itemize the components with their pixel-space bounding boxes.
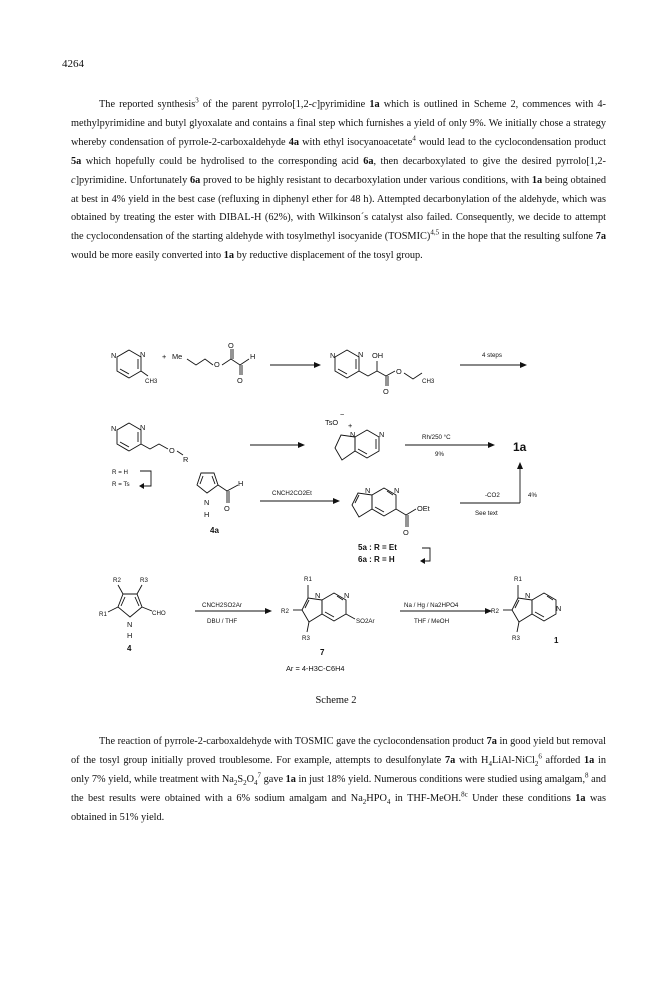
svg-text:4 steps: 4 steps <box>482 352 502 359</box>
svg-text:N: N <box>140 423 146 432</box>
svg-text:O: O <box>224 504 230 513</box>
scheme-drawing <box>99 341 600 690</box>
svg-text:N: N <box>111 351 117 360</box>
bicyclic-pyrimidinium-salt <box>325 410 384 460</box>
svg-text:N: N <box>365 486 371 495</box>
svg-text:N: N <box>315 591 321 600</box>
pyrrole-aldehyde-4a <box>197 473 243 535</box>
svg-text:1: 1 <box>554 636 559 645</box>
svg-text:N: N <box>556 604 562 613</box>
svg-text:N: N <box>330 351 336 360</box>
svg-text:4: 4 <box>127 644 132 653</box>
arrow-rh <box>405 434 495 458</box>
svg-text:9%: 9% <box>435 451 444 458</box>
svg-text:O: O <box>383 387 389 396</box>
svg-text:R3: R3 <box>302 635 310 642</box>
svg-text:R = H: R = H <box>112 469 128 476</box>
svg-text:N: N <box>140 350 146 359</box>
svg-text:R3: R3 <box>140 577 148 584</box>
svg-text:R1: R1 <box>514 576 522 583</box>
pyrimidine-alkyl-ether <box>111 423 188 464</box>
svg-text:−: − <box>340 410 345 419</box>
svg-text:H: H <box>250 352 256 361</box>
svg-text:CHO: CHO <box>152 610 166 617</box>
pyrrolopyrimidine-ester-5a <box>352 486 430 564</box>
svg-text:O: O <box>169 446 175 455</box>
svg-text:6a : R = H: 6a : R = H <box>358 555 395 564</box>
svg-text:See text: See text <box>475 510 498 517</box>
sulfone-7 <box>281 576 375 673</box>
svg-text:Na / Hg / Na2HPO4: Na / Hg / Na2HPO4 <box>404 602 459 609</box>
svg-text:CH3: CH3 <box>422 378 435 385</box>
scheme-caption: Scheme 2 <box>315 695 357 706</box>
page-number: 4264 <box>62 58 84 70</box>
svg-text:R2: R2 <box>113 577 121 584</box>
svg-text:O: O <box>228 341 234 350</box>
svg-text:N: N <box>111 424 117 433</box>
svg-text:H: H <box>127 631 133 640</box>
svg-text:Ar = 4-H3C-C6H4: Ar = 4-H3C-C6H4 <box>286 664 345 673</box>
svg-text:R = Ts: R = Ts <box>112 481 130 488</box>
svg-text:N: N <box>127 620 133 629</box>
svg-text:N: N <box>394 486 400 495</box>
svg-text:R2: R2 <box>491 608 499 615</box>
reaction-scheme <box>99 341 600 690</box>
arrow-row1 <box>270 362 321 368</box>
arrow-row2 <box>250 442 305 448</box>
svg-text:N: N <box>379 430 385 439</box>
svg-text:O: O <box>214 360 220 369</box>
svg-text:THF / MeOH: THF / MeOH <box>414 618 450 625</box>
arrow-decarboxylation <box>460 462 537 517</box>
svg-text:1a: 1a <box>513 440 527 454</box>
svg-text:7: 7 <box>320 648 325 657</box>
svg-text:OH: OH <box>372 351 384 360</box>
substituted-pyrrole-4 <box>99 577 166 653</box>
arrow-isocyanoacetate <box>260 490 340 504</box>
paragraph-2: The reaction of pyrrole-2-carboxaldehyde with TOSMIC gave the cyclocondensation product 7a in good yield but removal of the tosyl group initially proved troublesome. For example, attempts to desulfonylate 7a with $H_4LiAl-NiCl_2^6$ afforded 1a in only 7% yield, while treatment with $Na_2S_2O_4^7$ gave 1a in just 18% yield. Numerous conditions were studied using amalgam,$^8$ and the best results were obtained with a 6% sodium amalgam and $Na_2HPO_4$ in THF-MeOH.$^{8c}$ Under these conditions 1a was obtained in 51% yield. <box>71 736 607 823</box>
svg-text:4%: 4% <box>528 492 537 499</box>
svg-text:R1: R1 <box>99 611 107 618</box>
svg-text:H: H <box>204 510 210 519</box>
svg-text:O: O <box>403 528 409 537</box>
svg-text:H: H <box>238 479 244 488</box>
svg-text:N: N <box>350 430 356 439</box>
svg-text:CNCH2SO2Ar: CNCH2SO2Ar <box>202 602 242 609</box>
methylpyrimidine <box>111 350 158 385</box>
svg-text:N: N <box>358 350 364 359</box>
svg-text:R1: R1 <box>304 576 312 583</box>
svg-text:N: N <box>344 591 350 600</box>
arrow-amalgam <box>400 602 492 625</box>
svg-text:O: O <box>237 376 243 385</box>
svg-text:R3: R3 <box>512 635 520 642</box>
svg-text:TsO: TsO <box>325 418 339 427</box>
pyrrolopyrimidine-1 <box>491 576 561 645</box>
svg-text:+: + <box>162 352 167 361</box>
svg-text:CNCH2CO2Et: CNCH2CO2Et <box>272 490 312 497</box>
svg-text:5a : R = Et: 5a : R = Et <box>358 543 397 552</box>
butyl-glyoxalate <box>172 341 255 385</box>
svg-text:N: N <box>204 498 210 507</box>
svg-text:N: N <box>525 591 531 600</box>
svg-text:+: + <box>348 421 353 430</box>
arrow-tosmic <box>195 602 272 625</box>
svg-text:Me: Me <box>172 352 183 361</box>
svg-text:Rh/250 °C: Rh/250 °C <box>422 434 451 441</box>
svg-text:O: O <box>396 367 402 376</box>
arrow-4-steps <box>460 352 527 368</box>
r-definitions <box>112 469 151 489</box>
svg-text:SO2Ar: SO2Ar <box>356 618 375 625</box>
paragraph-1: The reported synthesis$^3$ of the parent pyrrolo[1,2-c]pyrimidine 1a which is outlined in Scheme 2, commences with 4-methylpyrimidine and butyl glyoxalate and contains a final step which furnishes a yield of only 9%. We initially chose a strategy whereby condensation of pyrrole-2-carboxaldehyde 4a with ethyl isocyanoacetate$^4$ would lead to the cyclocondensation product 5a which hopefully could be hydrolised to the corresponding acid 6a, then decarboxylated to give the desired pyrrolo[1,2-c]pyrimidine. Unfortunately 6a proved to be highly resistant to decarboxylation under various conditions, with 1a being obtained at best in 4% yield in the best case (refluxing in diphenyl ether for 48 h). Attempted decarbonylation of the aldehyde, which was obtained by treating the ester with DIBAL-H (62%), with Wilkinson´s catalyst also failed. Consequently, we decide to attempt the cyclocondensation of the starting aldehyde with tosylmethyl isocyanide (TOSMIC)$^{4,5}$ in the hope that the resulting sulfone 7a would be more easily converted into 1a by reductive displacement of the tosyl group. <box>71 96 607 262</box>
svg-text:CH3: CH3 <box>145 378 158 385</box>
svg-text:R2: R2 <box>281 608 289 615</box>
svg-text:DBU / THF: DBU / THF <box>207 618 238 625</box>
svg-text:OEt: OEt <box>417 504 430 513</box>
svg-text:R: R <box>183 455 189 464</box>
svg-text:-CO2: -CO2 <box>485 492 500 499</box>
svg-text:4a: 4a <box>210 526 219 535</box>
hydroxy-ester-intermediate <box>330 350 435 396</box>
